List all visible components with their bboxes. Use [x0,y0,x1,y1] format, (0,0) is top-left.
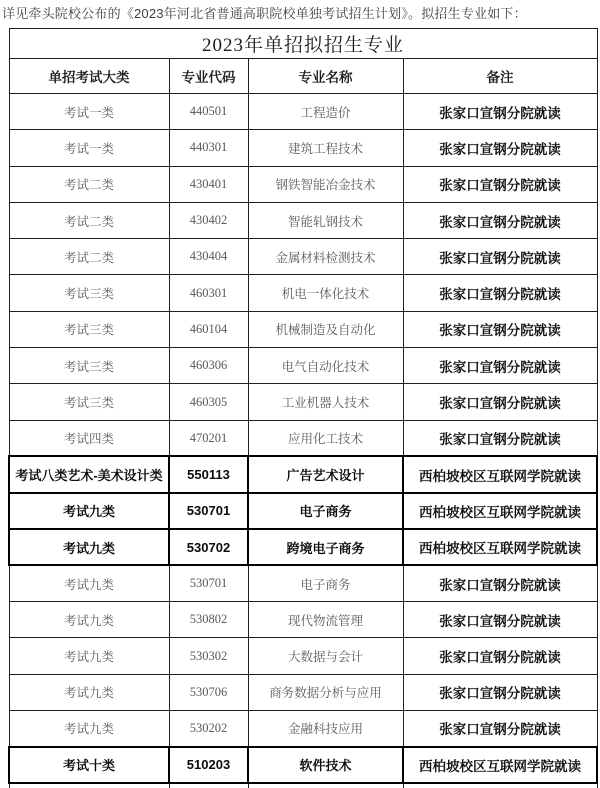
cell-major-name: 应用化工技术 [248,420,403,456]
table-title: 2023年单招拟招生专业 [9,29,597,59]
cell-exam-category: 考试三类 [9,348,169,384]
cell-remark: 张家口宣钢分院就读 [403,348,597,384]
cell-exam-category: 考试一类 [9,130,169,166]
cell-major-name: 电子商务 [248,565,403,601]
table-row [9,638,597,674]
cell-major-name: 智能轧钢技术 [248,202,403,238]
cell-major-name: 工程造价 [248,94,403,130]
cell-major-code: 510203 [169,747,248,783]
cell-major-name: 金融科技应用 [248,711,403,747]
cell-remark: 张家口宣钢分院就读 [403,166,597,202]
cell-major-code: 530302 [169,638,248,674]
cell-major-name: 跨境电子商务 [248,529,403,565]
cell-remark: 张家口宣钢分院就读 [403,239,597,275]
column-header-remark: 备注 [403,59,597,94]
cell-major-code: 460306 [169,348,248,384]
cell-major-name: 商务数据分析与应用 [248,674,403,710]
cell-exam-category: 考试一类 [9,94,169,130]
cell-exam-category: 考试二类 [9,239,169,275]
cell-major-code: 530202 [169,711,248,747]
cell-remark: 张家口宣钢分院就读 [403,275,597,311]
cell-exam-category: 考试二类 [9,166,169,202]
cell-major-name: 机械制造及自动化 [248,311,403,347]
cell-major-code: 430404 [169,239,248,275]
cell-remark: 张家口宣钢分院就读 [403,711,597,747]
table-row [9,384,597,420]
cell-exam-category: 考试九类 [9,602,169,638]
cell-remark: 张家口宣钢分院就读 [403,311,597,347]
cell-major-code: 460301 [169,275,248,311]
table-row [9,711,597,747]
cell-remark: 张家口宣钢分院就读 [403,638,597,674]
table-row [9,239,597,275]
cell-exam-category: 考试九类 [9,674,169,710]
table-row [9,130,597,166]
table-body [9,94,597,784]
table-row [9,275,597,311]
column-header-exam-category: 单招考试大类 [9,59,169,94]
cell-empty [403,783,597,788]
table-row [9,747,597,783]
cell-major-code: 530701 [169,565,248,601]
cell-empty [248,783,403,788]
table-row [9,202,597,238]
cell-major-code: 460104 [169,311,248,347]
cell-major-name: 金属材料检测技术 [248,239,403,275]
page [0,5,600,788]
cell-exam-category: 考试九类 [9,493,169,529]
table-row [9,674,597,710]
table-row [9,565,597,601]
table-row [9,529,597,565]
cell-major-name: 大数据与会计 [248,638,403,674]
cell-exam-category: 考试八类艺术-美术设计类 [9,456,169,492]
cell-exam-category: 考试九类 [9,565,169,601]
table-header-row [9,59,597,94]
table-row [9,348,597,384]
cell-exam-category: 考试二类 [9,202,169,238]
table-row [9,94,597,130]
column-header-major-code: 专业代码 [169,59,248,94]
cell-remark: 张家口宣钢分院就读 [403,674,597,710]
cell-exam-category: 考试四类 [9,420,169,456]
cell-remark: 西柏坡校区互联网学院就读 [403,493,597,529]
cell-major-code: 530702 [169,529,248,565]
cell-remark: 张家口宣钢分院就读 [403,94,597,130]
cell-major-code: 530701 [169,493,248,529]
cell-major-code: 430401 [169,166,248,202]
cell-remark: 张家口宣钢分院就读 [403,420,597,456]
table-row [9,420,597,456]
cell-exam-category: 考试三类 [9,311,169,347]
cell-major-name: 软件技术 [248,747,403,783]
cell-remark: 张家口宣钢分院就读 [403,202,597,238]
cell-major-code: 550113 [169,456,248,492]
table-row [9,166,597,202]
cell-major-code: 530706 [169,674,248,710]
cell-remark: 张家口宣钢分院就读 [403,130,597,166]
cell-major-code: 430402 [169,202,248,238]
cell-exam-category: 考试三类 [9,384,169,420]
intro-text: 详见牵头院校公布的《2023年河北省普通高职院校单独考试招生计划》。拟招生专业如下： [2,6,527,21]
cell-exam-category: 考试九类 [9,711,169,747]
cell-major-name: 现代物流管理 [248,602,403,638]
cell-remark: 张家口宣钢分院就读 [403,384,597,420]
cell-major-name: 电子商务 [248,493,403,529]
cell-remark: 西柏坡校区互联网学院就读 [403,747,597,783]
cell-major-name: 机电一体化技术 [248,275,403,311]
cell-remark: 张家口宣钢分院就读 [403,602,597,638]
cell-empty [9,783,169,788]
cell-major-code: 460305 [169,384,248,420]
table-row [9,311,597,347]
cell-empty [169,783,248,788]
cell-exam-category: 考试三类 [9,275,169,311]
table-row [9,456,597,492]
cell-major-name: 电气自动化技术 [248,348,403,384]
cell-remark: 西柏坡校区互联网学院就读 [403,529,597,565]
cell-exam-category: 考试十类 [9,747,169,783]
cell-major-code: 440301 [169,130,248,166]
cell-exam-category: 考试九类 [9,638,169,674]
cell-major-name: 建筑工程技术 [248,130,403,166]
cell-major-name: 工业机器人技术 [248,384,403,420]
column-header-major-name: 专业名称 [248,59,403,94]
table-row [9,602,597,638]
table-partial-row-container [9,783,597,788]
cell-major-code: 440501 [169,94,248,130]
cell-major-name: 广告艺术设计 [248,456,403,492]
table-row [9,493,597,529]
cell-major-code: 530802 [169,602,248,638]
cell-exam-category: 考试九类 [9,529,169,565]
cell-major-code: 470201 [169,420,248,456]
table-title-row [9,29,597,59]
cell-major-name: 钢铁智能冶金技术 [248,166,403,202]
cell-remark: 西柏坡校区互联网学院就读 [403,456,597,492]
admissions-table [8,28,598,788]
cell-remark: 张家口宣钢分院就读 [403,565,597,601]
table-row-partial [9,783,597,788]
